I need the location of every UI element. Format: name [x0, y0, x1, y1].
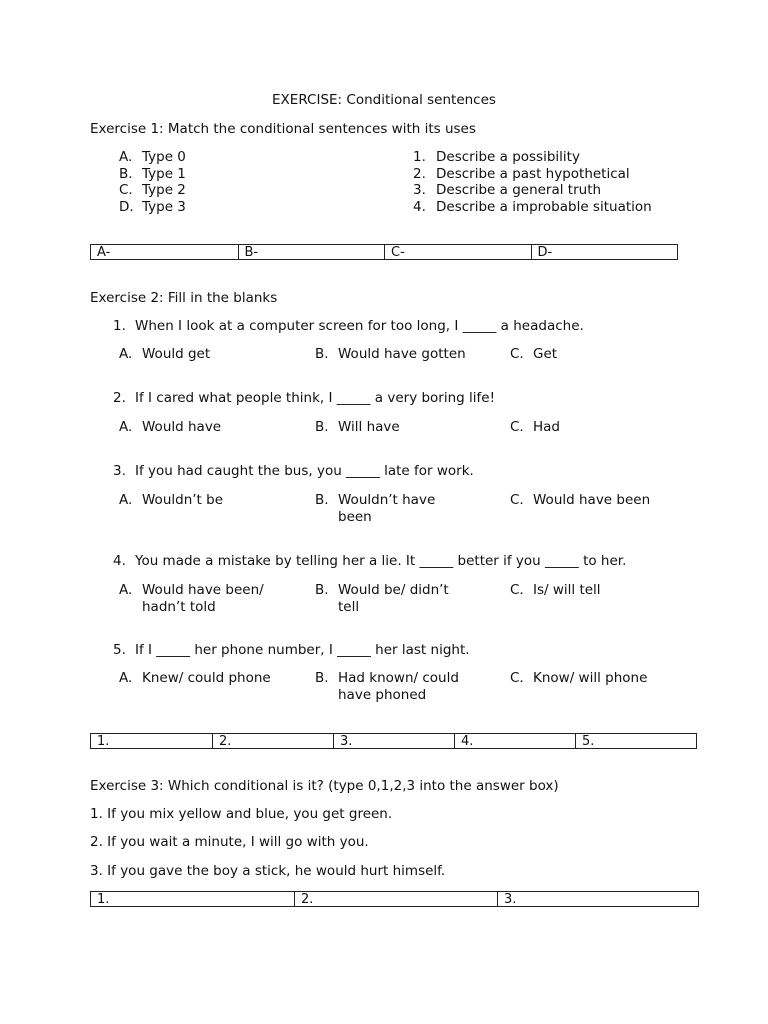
answer-cell-4[interactable]: 4. — [454, 734, 575, 748]
answer-cell-1[interactable]: 1. — [97, 892, 110, 907]
answer-cell-b[interactable]: B- — [238, 245, 385, 259]
q5-option-b: B. Had known/ could have phoned — [315, 670, 459, 703]
use-item-2: 2. Describe a past hypothetical — [413, 166, 630, 182]
use-item-4: 4. Describe a improbable situation — [413, 199, 652, 215]
q5-option-a: A. Knew/ could phone — [119, 670, 271, 686]
exercise-1-answer-box — [90, 244, 678, 260]
exercise-3-sentence-1: 1. If you mix yellow and blue, you get green. — [90, 806, 393, 822]
q1-option-b: B. Would have gotten — [315, 346, 466, 362]
exercise-1-heading: Exercise 1: Match the conditional sentences with its uses — [90, 121, 476, 137]
answer-cell-3[interactable]: 3. — [333, 734, 454, 748]
q2-option-b: B. Will have — [315, 419, 400, 435]
answer-cell-3[interactable]: 3. — [497, 892, 698, 906]
q4-option-a: A. Would have been/ hadn’t told — [119, 582, 264, 615]
use-item-1: 1. Describe a possibility — [413, 149, 580, 165]
q3-option-b: B. Wouldn’t have been — [315, 492, 436, 525]
answer-cell-d[interactable]: D- — [531, 245, 678, 259]
exercise-2-heading: Exercise 2: Fill in the blanks — [90, 290, 278, 306]
exercise-3-sentence-2: 2. If you wait a minute, I will go with you. — [90, 834, 369, 850]
type-item-d: D. Type 3 — [119, 199, 186, 215]
answer-cell-2[interactable]: 2. — [212, 734, 333, 748]
answer-cell-1[interactable]: 1. — [97, 734, 110, 749]
exercise-3-heading: Exercise 3: Which conditional is it? (type 0,1,2,3 into the answer box) — [90, 778, 559, 794]
question-2: 2. If I cared what people think, I _____ a very boring life! — [113, 390, 495, 406]
q2-option-c: C. Had — [510, 419, 560, 435]
q4-option-b: B. Would be/ didn’t tell — [315, 582, 449, 615]
q5-option-c: C. Know/ will phone — [510, 670, 648, 686]
q1-option-a: A. Would get — [119, 346, 211, 362]
question-3: 3. If you had caught the bus, you _____ late for work. — [113, 463, 474, 479]
q3-option-a: A. Wouldn’t be — [119, 492, 223, 508]
type-item-b: B. Type 1 — [119, 166, 186, 182]
q2-option-a: A. Would have — [119, 419, 222, 435]
question-4: 4. You made a mistake by telling her a lie. It _____ better if you _____ to her. — [113, 553, 627, 569]
q1-option-c: C. Get — [510, 346, 558, 362]
use-item-3: 3. Describe a general truth — [413, 182, 602, 198]
exercise-2-answer-box — [90, 733, 697, 749]
answer-cell-2[interactable]: 2. — [294, 892, 497, 906]
q3-option-c: C. Would have been — [510, 492, 651, 508]
page-title: EXERCISE: Conditional sentences — [272, 92, 496, 108]
type-item-a: A. Type 0 — [119, 149, 186, 165]
exercise-3-sentence-3: 3. If you gave the boy a stick, he would hurt himself. — [90, 863, 446, 879]
answer-cell-a[interactable]: A- — [97, 245, 111, 260]
answer-cell-c[interactable]: C- — [384, 245, 531, 259]
exercise-3-answer-box — [90, 891, 699, 907]
answer-cell-5[interactable]: 5. — [575, 734, 696, 748]
type-item-c: C. Type 2 — [119, 182, 186, 198]
question-1: 1. When I look at a computer screen for too long, I _____ a headache. — [113, 318, 584, 334]
question-5: 5. If I _____ her phone number, I _____ her last night. — [113, 642, 470, 658]
q4-option-c: C. Is/ will tell — [510, 582, 601, 598]
